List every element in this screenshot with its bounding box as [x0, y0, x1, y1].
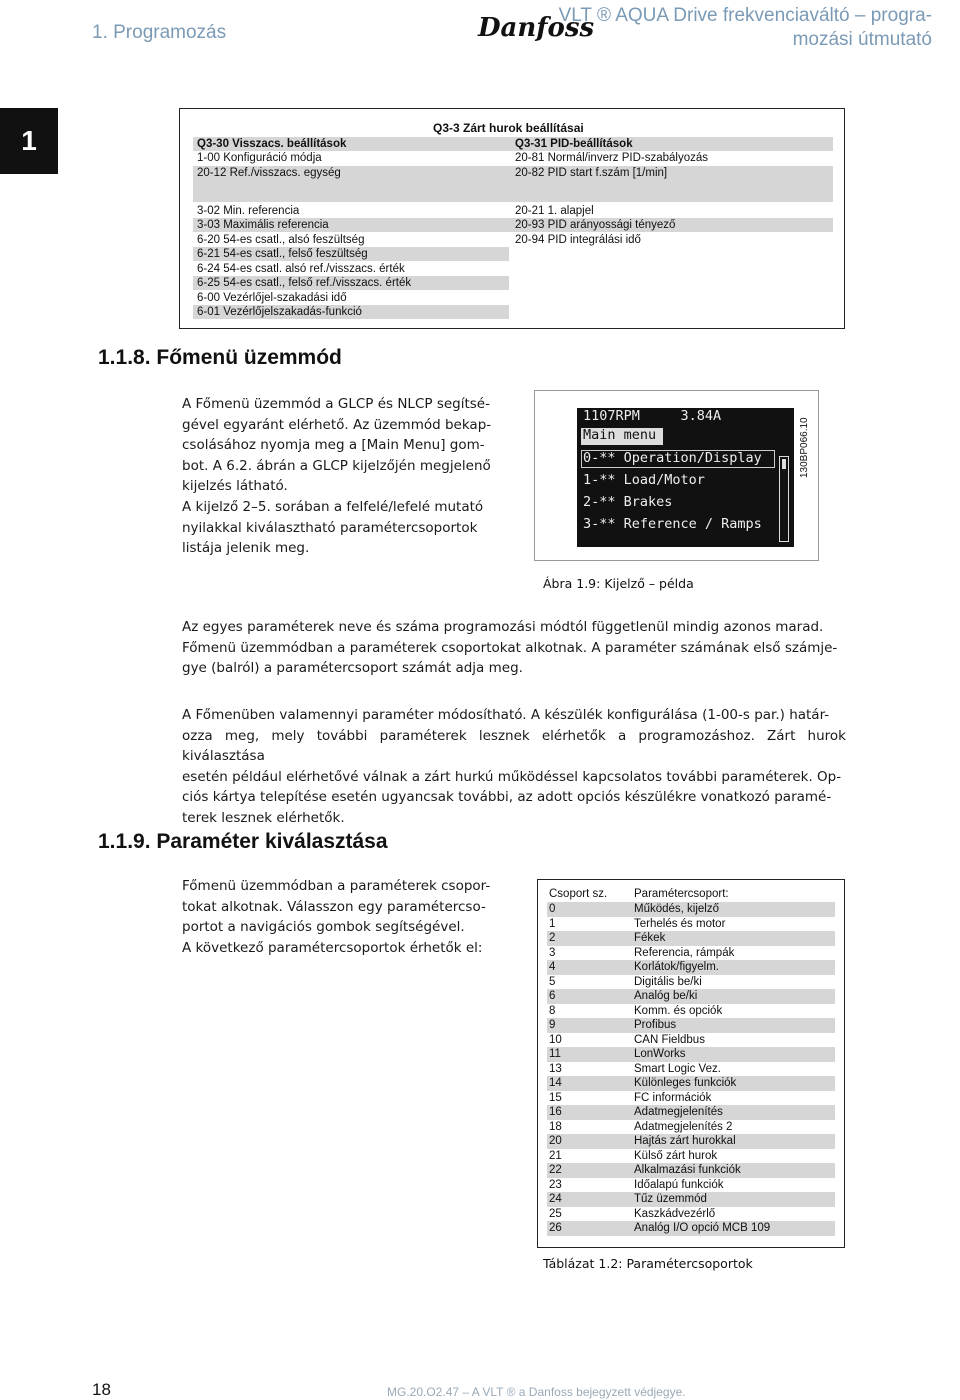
- group-number: 6: [549, 990, 556, 1002]
- header-doc-title: [532, 4, 932, 52]
- table-row: [547, 975, 835, 990]
- header-title-line2: mozási útmutató: [792, 29, 932, 50]
- table-row: 6-01 Vezérlőjelszakadás-funkció: [193, 305, 509, 319]
- table-caption: Táblázat 1.2: Paramétercsoportok: [543, 1256, 753, 1271]
- group-label: Analóg be/ki: [634, 990, 698, 1002]
- table-row: 1-00 Konfiguráció módja 20-81 Normál/inverz PID-szabályozás: [197, 152, 709, 164]
- group-number: 2: [549, 932, 556, 944]
- table-row: [547, 1178, 835, 1193]
- group-label: Digitális be/ki: [634, 975, 702, 988]
- table-row: [547, 1033, 835, 1048]
- table-row: [547, 1076, 835, 1091]
- table-row: 6-00 Vezérlőjel-szakadási idő: [197, 292, 347, 304]
- table-row: [547, 1120, 835, 1135]
- group-number: 10: [549, 1033, 562, 1046]
- figure-caption: Ábra 1.9: Kijelző – példa: [543, 576, 694, 591]
- parameter-group-table: [537, 879, 845, 1248]
- display-menu-item: 1-** Load/Motor: [583, 472, 705, 488]
- display-menu-title: Main menu: [583, 427, 657, 443]
- group-number: 16: [549, 1106, 562, 1118]
- paragraph-block-2: A Főmenüben valamennyi paraméter módosítható. A készülék konfigurálása (1-00-s par.) határ- ozza meg, mely további paraméterek lesznek elérhetők a programozáshoz. Zárt hurok kiválasztása esetén például elérhetővé válnak a zárt hurkú működéssel kapcsolatos további paraméterek. Op- ciós kártya telepítése esetén ugyancsak további, az adott opciós készülékre vonatkozó paramé- terek lesznek elérhetők.: [182, 707, 846, 826]
- group-label: Referencia, rámpák: [634, 946, 735, 959]
- group-number: 20: [549, 1135, 562, 1147]
- table-row: 6-21 54-es csatl., felső feszültség: [193, 247, 509, 261]
- table-row: [547, 1091, 835, 1106]
- table-row: 6-25 54-es csatl., felső ref./visszacs. érték: [193, 276, 509, 290]
- table-row: [547, 902, 835, 917]
- group-number: 23: [549, 1178, 562, 1191]
- group-label: Alkalmazási funkciók: [634, 1164, 741, 1176]
- table-row: [547, 1134, 835, 1149]
- footer-text: MG.20.O2.47 – A VLT ® a Danfoss bejegyzett védjegye.: [387, 1385, 686, 1399]
- group-label: Időalapú funkciók: [634, 1178, 724, 1191]
- group-number: 26: [549, 1222, 562, 1234]
- group-label: Smart Logic Vez.: [634, 1062, 721, 1075]
- table-row: 6-24 54-es csatl. alsó ref./visszacs. érték: [197, 263, 405, 275]
- section-119-paragraph: Főmenü üzemmódban a paraméterek csopor- tokat alkotnak. Válasszon egy paramétercso- portot a navigációs gombok segítségével. A következő paramétercsoportok érhetők el:: [182, 878, 491, 956]
- group-number: 15: [549, 1091, 562, 1104]
- section-119-heading: 1.1.9. Paraméter kiválasztása: [98, 830, 388, 853]
- table-row: 20-12 Ref./visszacs. egység 20-82 PID start f.szám [1/min]: [193, 166, 833, 180]
- table-row: [547, 1207, 835, 1222]
- display-menu-item: 2-** Brakes: [583, 494, 673, 510]
- group-label: Különleges funkciók: [634, 1077, 737, 1089]
- logo-text: Danfoss: [478, 13, 595, 43]
- section-118-heading: 1.1.8. Főmenü üzemmód: [98, 346, 342, 369]
- table-row: [547, 1163, 835, 1178]
- display-menu-item: 3-** Reference / Ramps: [583, 516, 762, 532]
- group-number: 5: [549, 975, 556, 988]
- group-label: Hajtás zárt hurokkal: [634, 1135, 736, 1147]
- group-number: 24: [549, 1193, 562, 1205]
- table-row: [547, 931, 835, 946]
- group-number: 25: [549, 1207, 562, 1220]
- group-label: Külső zárt hurok: [634, 1149, 718, 1162]
- group-label: Analóg I/O opció MCB 109: [634, 1222, 771, 1234]
- q3-closed-loop-box: [179, 108, 845, 329]
- display-scrollbar: [779, 456, 789, 542]
- group-label: Tűz üzemmód: [634, 1193, 707, 1205]
- group-label: CAN Fieldbus: [634, 1033, 705, 1046]
- section-118-paragraph: A Főmenü üzemmód a GLCP és NLCP segítsé- gével egyaránt elérhető. Az üzemmód bekap- csolásához nyomja meg a [Main Menu] gom- bot. A 6.2. ábrán a GLCP kijelzőjén megjelenő kijelzés látható. A kijelző 2–5. sorában a felfelé/lefelé mutató nyilakkal kiválasztható paramétercsoportok listája jelenik meg.: [182, 396, 492, 557]
- table-row: [547, 1018, 835, 1033]
- table-row: 3-02 Min. referencia 20-21 1. alapjel: [197, 205, 594, 217]
- display-menu-item: 0-** Operation/Display: [583, 450, 762, 466]
- display-scrollbar-thumb: [782, 459, 786, 469]
- paragraph-block-1: Az egyes paraméterek neve és száma programozási módtól függetlenül mindig azonos marad. Főmenü üzemmódban a paraméterek csoportokat alkotnak. A paraméter számának első számje- gye (balról) a paramétercsoport számát adja meg.: [182, 619, 838, 677]
- table-row: [547, 1004, 835, 1019]
- group-label: Fékek: [634, 932, 666, 944]
- group-number: 8: [549, 1004, 556, 1017]
- figure-code: [796, 400, 810, 480]
- group-number: 0: [549, 903, 556, 915]
- table-row: [547, 989, 835, 1004]
- table-row: [547, 1221, 835, 1236]
- glcp-display: [577, 408, 794, 547]
- group-number: 18: [549, 1120, 562, 1133]
- group-number: 1: [549, 917, 556, 930]
- table-row: [547, 1105, 835, 1120]
- group-number: 14: [549, 1077, 562, 1089]
- table-row: [547, 960, 835, 975]
- group-label: Adatmegjelenítés 2: [634, 1120, 733, 1133]
- group-label: Terhelés és motor: [634, 917, 726, 930]
- group-label: LonWorks: [634, 1048, 686, 1060]
- group-number: 21: [549, 1149, 562, 1162]
- svg-text:130BP066.10: 130BP066.10: [799, 417, 810, 478]
- table-row: Q3-30 Visszacs. beállítások Q3-31 PID-beállítások: [193, 137, 833, 151]
- group-number: 4: [549, 961, 556, 973]
- table-row: [547, 1047, 835, 1062]
- table-row: 3-03 Maximális referencia 20-93 PID arányossági tényező: [193, 218, 833, 232]
- table-row: [193, 180, 833, 202]
- group-label: Komm. és opciók: [634, 1004, 723, 1017]
- table-row: [547, 1062, 835, 1077]
- q3-box-title: Q3-3 Zárt hurok beállításai: [433, 121, 584, 135]
- page-number: 18: [92, 1380, 111, 1399]
- table-row: [547, 946, 835, 961]
- group-number: 22: [549, 1164, 562, 1176]
- group-number: 13: [549, 1062, 562, 1075]
- table-row: [547, 917, 835, 932]
- group-number: 3: [549, 946, 556, 959]
- group-label: Adatmegjelenítés: [634, 1106, 723, 1118]
- group-label: Működés, kijelző: [634, 903, 720, 915]
- group-number: 11: [549, 1048, 561, 1060]
- table-row: 6-20 54-es csatl., alsó feszültség 20-94 PID integrálási idő: [197, 234, 641, 246]
- chapter-tab: 1: [0, 108, 58, 174]
- display-status-line: 1107RPM 3.84A: [583, 408, 722, 424]
- header-title-line1: VLT ® AQUA Drive frekvenciaváltó – progra-: [558, 5, 932, 26]
- group-label: Kaszkádvezérlő: [634, 1207, 716, 1220]
- header-section-title: 1. Programozás: [92, 22, 227, 43]
- group-label: Korlátok/figyelm.: [634, 961, 720, 973]
- group-label: FC információk: [634, 1091, 712, 1104]
- table-row: [547, 1192, 835, 1207]
- group-label: Profibus: [634, 1019, 677, 1031]
- table-row: [547, 1149, 835, 1164]
- group-number: 9: [549, 1019, 556, 1031]
- table-header: Csoport sz. Paramétercsoport:: [549, 888, 729, 900]
